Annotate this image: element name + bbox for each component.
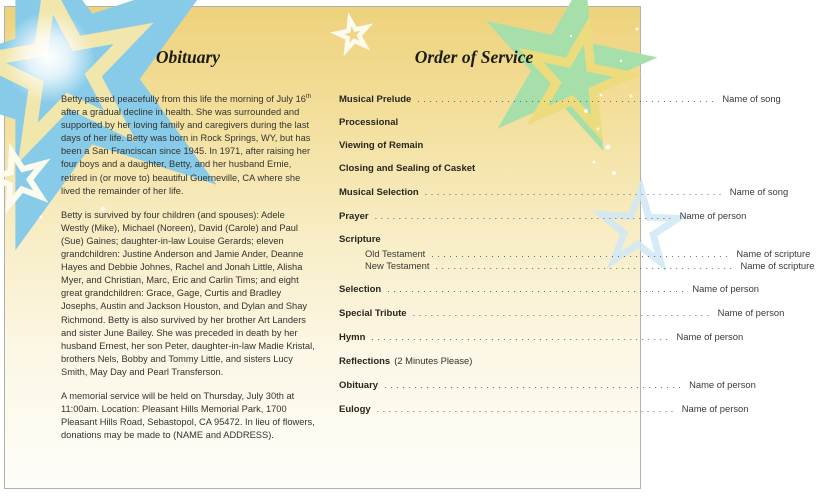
dot-leader: . . . . . . . . . . . . . . . . . . . . . . . . . . . . . . . . . . . . . . . . . . . . . . . . . .: [376, 404, 674, 414]
obituary-paragraph-3: A memorial service will be held on Thursday, July 30th at 11:00am. Location: Pleasant Hills Memorial Park, 1700 Pleasant Hills Road, Sebastopol, CA 95472. In lieu of flowers, donations may be made to (NAME and ADDRESS).: [61, 390, 315, 441]
dot-leader: . . . . . . . . . . . . . . . . . . . . . . . . . . . . . . . . . . . . . . . . . . . . . . . . . .: [387, 284, 685, 294]
order-row-reflections: Reflections (2 Minutes Please): [339, 355, 473, 367]
dot-leader: . . . . . . . . . . . . . . . . . . . . . . . . . . . . . . . . . . . . . . . . . . . . . . . . . .: [435, 261, 733, 271]
reflections-note: (2 Minutes Please): [394, 355, 473, 366]
obituary-paragraph-1: Betty passed peacefully from this life the morning of July 16th after a gradual decline in health. She was surrounded and supported by her loving family and caregivers during the last days of her life. Betty was born in Rock Springs, WY, but has been a San Franciscan since 1945. In 1971, after raising her four boys and a daughter, Betty, and her husband Ernie, retired in (or move to) beautiful Guerneville, CA where she lived the remainder of her life.: [61, 93, 311, 196]
order-row-hymn: Hymn . . . . . . . . . . . . . . . . . . . . . . . . . . . . . . . . . . . . . . . . . . . . . . . . . . Name of person: [339, 331, 744, 343]
order-row-viewing-of-remain: Viewing of Remain: [339, 140, 424, 151]
order-row-eulogy: Eulogy . . . . . . . . . . . . . . . . . . . . . . . . . . . . . . . . . . . . . . . . . . . . . . . . . . Name of person: [339, 403, 749, 415]
obituary-title: Obituary: [155, 47, 221, 67]
order-row-special-tribute: Special Tribute . . . . . . . . . . . . . . . . . . . . . . . . . . . . . . . . . . . . . . . . . . . . . . . . . . Name of person: [339, 307, 785, 319]
order-row-obituary: Obituary . . . . . . . . . . . . . . . . . . . . . . . . . . . . . . . . . . . . . . . . . . . . . . . . . . Name of person: [339, 379, 756, 391]
dot-leader: . . . . . . . . . . . . . . . . . . . . . . . . . . . . . . . . . . . . . . . . . . . . . . . . . .: [412, 308, 710, 318]
order-row-selection: Selection . . . . . . . . . . . . . . . . . . . . . . . . . . . . . . . . . . . . . . . . . . . . . . . . . . Name of person: [339, 283, 760, 295]
program-spread: [4, 6, 815, 489]
dot-leader: . . . . . . . . . . . . . . . . . . . . . . . . . . . . . . . . . . . . . . . . . . . . . . . . . .: [431, 248, 729, 259]
order-of-service-page: [339, 47, 815, 427]
dot-leader: . . . . . . . . . . . . . . . . . . . . . . . . . . . . . . . . . . . . . . . . . . . . . . . . . .: [424, 187, 722, 197]
dot-leader: . . . . . . . . . . . . . . . . . . . . . . . . . . . . . . . . . . . . . . . . . . . . . . . . . .: [371, 332, 669, 342]
order-row-musical-prelude: Musical Prelude . . . . . . . . . . . . . . . . . . . . . . . . . . . . . . . . . . . . . . . . . . . . . . . . . . Name of song: [339, 93, 781, 105]
order-row-closing-and-sealing: Closing and Sealing of Casket: [339, 163, 476, 174]
order-of-service-title: Order of Service: [414, 47, 534, 67]
order-row-processional: Processional: [339, 117, 399, 128]
obituary-page: [61, 47, 315, 453]
order-row-scripture: Scripture Old Testament . . . . . . . . . . . . . . . . . . . . . . . . . . . . . . . . . . . . . . . . . . . . . . . . . . Name of scripture New Testament . . . . . . . . . . . . . . . . . . . . . . . . . . . . . . . . . . . . . . . . . . . . . . . . . . Name of scripture: [339, 234, 815, 271]
order-row-new-testament: New Testament . . . . . . . . . . . . . . . . . . . . . . . . . . . . . . . . . . . . . . . . . . . . . . . . . . Name of scripture: [365, 260, 815, 271]
dot-leader: . . . . . . . . . . . . . . . . . . . . . . . . . . . . . . . . . . . . . . . . . . . . . . . . . .: [374, 211, 672, 221]
superscript-th: th: [305, 93, 311, 100]
order-row-old-testament: Old Testament . . . . . . . . . . . . . . . . . . . . . . . . . . . . . . . . . . . . . . . . . . . . . . . . . . Name of scripture: [365, 247, 811, 259]
order-row-prayer: Prayer . . . . . . . . . . . . . . . . . . . . . . . . . . . . . . . . . . . . . . . . . . . . . . . . . . Name of person: [339, 210, 747, 222]
dot-leader: . . . . . . . . . . . . . . . . . . . . . . . . . . . . . . . . . . . . . . . . . . . . . . . . . .: [417, 94, 715, 104]
obituary-paragraph-2: Betty is survived by four children (and spouses): Adele Westly (Mike), Michael (Noreen), David (Carole) and Paul (Sue) Gaines; daughter-in-law Louise Gerards; eleven grandchildren: Justine Anderson and Jamie Ander, Deanne Hayes and Debbie Johnes, Rachel and Jonah Little, Alisha Myer, and Christian, Marc, Eric and Carlin Tims; and eight great grandchildren: Grace, Gage, Curtis and Bradley Josephs, Austin and Jackson Houston, and Dylan and Shay Richmond. Betty is also survived by her brother Art Landers and sister June Bailey. She was preceded in death by her husband Ernest, her son Peter, daughter-in-law Madie Kristal, brothers Nels, Bobby and Tommy Little, and sisters Lucy Smith, May Day and Pearl Transferson.: [61, 209, 315, 377]
order-row-musical-selection: Musical Selection . . . . . . . . . . . . . . . . . . . . . . . . . . . . . . . . . . . . . . . . . . . . . . . . . . Name of song: [339, 186, 789, 198]
white-star-top-right-page: [337, 19, 367, 49]
dot-leader: . . . . . . . . . . . . . . . . . . . . . . . . . . . . . . . . . . . . . . . . . . . . . . . . . .: [384, 380, 682, 390]
